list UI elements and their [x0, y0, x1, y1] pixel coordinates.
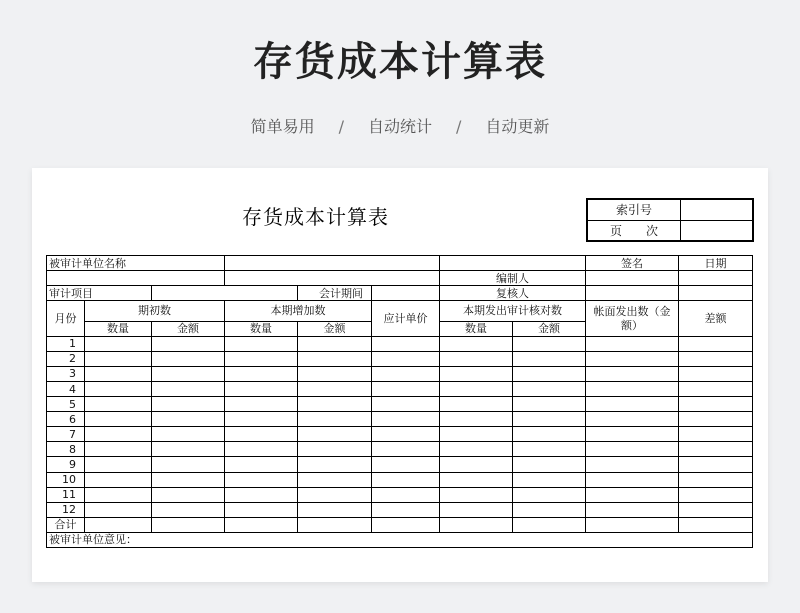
data-cell[interactable]: [679, 397, 753, 412]
preparer-label: 编制人: [440, 271, 586, 286]
data-cell[interactable]: [372, 351, 440, 366]
data-cell[interactable]: [225, 351, 298, 366]
data-cell[interactable]: [225, 517, 298, 532]
table-row: [47, 457, 753, 472]
data-cell[interactable]: [440, 397, 513, 412]
data-cell[interactable]: [372, 472, 440, 487]
qty-header: 数量: [85, 321, 152, 336]
spreadsheet-preview: [32, 168, 768, 582]
data-cell[interactable]: [225, 472, 298, 487]
data-cell[interactable]: [513, 366, 586, 381]
audit-item-value[interactable]: [152, 286, 298, 301]
data-cell[interactable]: [679, 336, 753, 351]
data-cell[interactable]: [85, 382, 152, 397]
opening-header: 期初数: [85, 301, 225, 321]
data-cell[interactable]: [298, 351, 372, 366]
month-number: 2: [47, 351, 85, 366]
data-cell[interactable]: [225, 336, 298, 351]
data-cell[interactable]: [513, 351, 586, 366]
data-cell[interactable]: [440, 336, 513, 351]
data-cell[interactable]: [679, 457, 753, 472]
data-cell[interactable]: [679, 502, 753, 517]
amount-header: 金额: [298, 321, 372, 336]
data-cell[interactable]: [85, 336, 152, 351]
date-label: 日期: [679, 256, 753, 271]
data-cell[interactable]: [586, 382, 679, 397]
data-cell[interactable]: [513, 517, 586, 532]
data-cell[interactable]: [152, 517, 225, 532]
month-number: 1: [47, 336, 85, 351]
data-cell[interactable]: [440, 382, 513, 397]
month-number: 5: [47, 397, 85, 412]
index-box: [586, 198, 754, 242]
table-row: [47, 442, 753, 457]
table-row: [47, 412, 753, 427]
data-cell[interactable]: [152, 487, 225, 502]
document-title: 存货成本计算表: [242, 205, 389, 229]
month-number: 6: [47, 412, 85, 427]
data-cell[interactable]: [298, 472, 372, 487]
data-cell[interactable]: [586, 487, 679, 502]
data-cell[interactable]: [372, 366, 440, 381]
book-issued-header: 帐面发出数（金额）: [586, 301, 679, 337]
data-cell[interactable]: [372, 487, 440, 502]
data-cell[interactable]: [298, 457, 372, 472]
table-row: [47, 472, 753, 487]
period-value[interactable]: [372, 286, 440, 301]
month-rows: [47, 336, 753, 517]
data-cell[interactable]: [586, 502, 679, 517]
data-cell[interactable]: [152, 457, 225, 472]
month-number: 10: [47, 472, 85, 487]
data-cell[interactable]: [152, 397, 225, 412]
unit-price-header: 应计单价: [372, 301, 440, 337]
data-cell[interactable]: [372, 412, 440, 427]
data-cell[interactable]: [152, 382, 225, 397]
data-cell[interactable]: [440, 351, 513, 366]
data-cell[interactable]: [679, 487, 753, 502]
blank-cell[interactable]: [440, 256, 586, 271]
blank-cell[interactable]: [225, 271, 440, 286]
data-cell[interactable]: [152, 472, 225, 487]
data-cell[interactable]: [586, 457, 679, 472]
month-number: 7: [47, 427, 85, 442]
data-cell[interactable]: [679, 517, 753, 532]
page-title: 存货成本计算表: [253, 39, 547, 85]
data-cell[interactable]: [440, 366, 513, 381]
data-cell[interactable]: [85, 351, 152, 366]
month-number: 11: [47, 487, 85, 502]
data-cell[interactable]: [372, 457, 440, 472]
data-cell[interactable]: [298, 366, 372, 381]
data-cell[interactable]: [225, 502, 298, 517]
data-cell[interactable]: [679, 351, 753, 366]
inventory-cost-table: [46, 255, 753, 548]
data-cell[interactable]: [513, 382, 586, 397]
month-number: 3: [47, 366, 85, 381]
data-cell[interactable]: [440, 457, 513, 472]
sign-label: 签名: [586, 256, 679, 271]
data-cell[interactable]: [152, 427, 225, 442]
data-cell[interactable]: [372, 517, 440, 532]
auditee-opinion[interactable]: 被审计单位意见：: [47, 532, 753, 547]
data-cell[interactable]: [298, 442, 372, 457]
data-cell[interactable]: [225, 427, 298, 442]
issued-check-header: 本期发出审计核对数: [440, 301, 586, 321]
data-cell[interactable]: [372, 442, 440, 457]
amount-header: 金额: [513, 321, 586, 336]
data-cell[interactable]: [225, 442, 298, 457]
data-cell[interactable]: [225, 487, 298, 502]
data-cell[interactable]: [298, 397, 372, 412]
data-cell[interactable]: [225, 397, 298, 412]
data-cell[interactable]: [372, 382, 440, 397]
data-cell[interactable]: [513, 336, 586, 351]
data-cell[interactable]: [298, 502, 372, 517]
data-cell[interactable]: [152, 336, 225, 351]
difference-header: 差额: [679, 301, 753, 337]
period-label: 会计期间: [298, 286, 372, 301]
auditee-name-label: 被审计单位名称: [47, 256, 225, 271]
data-cell[interactable]: [152, 351, 225, 366]
data-cell[interactable]: [440, 487, 513, 502]
data-cell[interactable]: [679, 366, 753, 381]
table-row: [47, 366, 753, 381]
data-cell[interactable]: [586, 427, 679, 442]
data-cell[interactable]: [298, 517, 372, 532]
data-cell[interactable]: [298, 427, 372, 442]
reviewer-label: 复核人: [440, 286, 586, 301]
amount-header: 金额: [152, 321, 225, 336]
table-row: [47, 382, 753, 397]
month-number: 8: [47, 442, 85, 457]
data-cell[interactable]: [372, 397, 440, 412]
data-cell[interactable]: [298, 487, 372, 502]
data-cell[interactable]: [513, 397, 586, 412]
table-row: [47, 427, 753, 442]
table-row: [47, 351, 753, 366]
data-cell[interactable]: [85, 472, 152, 487]
data-cell[interactable]: [85, 487, 152, 502]
data-cell[interactable]: [586, 336, 679, 351]
blank-cell[interactable]: [47, 271, 225, 286]
data-cell[interactable]: [513, 502, 586, 517]
data-cell[interactable]: [513, 442, 586, 457]
data-cell[interactable]: [679, 427, 753, 442]
data-cell[interactable]: [586, 366, 679, 381]
data-cell[interactable]: [440, 442, 513, 457]
data-cell[interactable]: [513, 472, 586, 487]
month-number: 4: [47, 382, 85, 397]
qty-header: 数量: [440, 321, 513, 336]
data-cell[interactable]: [679, 472, 753, 487]
data-cell[interactable]: [298, 382, 372, 397]
data-cell[interactable]: [152, 442, 225, 457]
auditee-name-value[interactable]: [225, 256, 440, 271]
data-cell[interactable]: [372, 336, 440, 351]
table-row: [47, 336, 753, 351]
index-value-cell[interactable]: [681, 200, 753, 221]
month-header: 月份: [47, 301, 85, 337]
data-cell[interactable]: [586, 442, 679, 457]
data-cell[interactable]: [372, 502, 440, 517]
reviewer-date-cell[interactable]: [679, 286, 753, 301]
data-cell[interactable]: [586, 472, 679, 487]
data-cell[interactable]: [85, 457, 152, 472]
data-cell[interactable]: [513, 412, 586, 427]
preparer-date-cell[interactable]: [679, 271, 753, 286]
data-cell[interactable]: [440, 502, 513, 517]
month-number: 9: [47, 457, 85, 472]
page-value-cell[interactable]: [681, 220, 753, 241]
preparer-sign-cell[interactable]: [586, 271, 679, 286]
table-row: [47, 502, 753, 517]
data-cell[interactable]: [440, 412, 513, 427]
month-number: 12: [47, 502, 85, 517]
data-cell[interactable]: [440, 427, 513, 442]
table-row: [47, 487, 753, 502]
data-cell[interactable]: [679, 412, 753, 427]
reviewer-sign-cell[interactable]: [586, 286, 679, 301]
page-label: 页 次: [588, 220, 681, 241]
data-cell[interactable]: [298, 412, 372, 427]
data-cell[interactable]: [679, 382, 753, 397]
data-cell[interactable]: [513, 487, 586, 502]
increase-header: 本期增加数: [225, 301, 372, 321]
data-cell[interactable]: [586, 517, 679, 532]
separator: /: [338, 117, 344, 136]
data-cell[interactable]: [513, 427, 586, 442]
data-cell[interactable]: [225, 412, 298, 427]
data-cell[interactable]: [85, 366, 152, 381]
data-cell[interactable]: [85, 397, 152, 412]
data-cell[interactable]: [586, 412, 679, 427]
data-cell[interactable]: [152, 412, 225, 427]
data-cell[interactable]: [152, 366, 225, 381]
data-cell[interactable]: [586, 351, 679, 366]
audit-item-label: 审计项目: [47, 286, 152, 301]
tag-auto-stat: 自动统计: [367, 117, 432, 136]
data-cell[interactable]: [225, 457, 298, 472]
data-cell[interactable]: [85, 502, 152, 517]
data-cell[interactable]: [152, 502, 225, 517]
data-cell[interactable]: [85, 517, 152, 532]
feature-tagline: [0, 114, 800, 137]
qty-header: 数量: [225, 321, 298, 336]
data-cell[interactable]: [85, 427, 152, 442]
index-label: 索引号: [588, 200, 681, 221]
data-cell[interactable]: [440, 517, 513, 532]
separator: /: [456, 117, 462, 136]
data-cell[interactable]: [440, 472, 513, 487]
tag-easy: 简单易用: [250, 117, 315, 136]
data-cell[interactable]: [85, 412, 152, 427]
data-cell[interactable]: [225, 382, 298, 397]
data-cell[interactable]: [513, 457, 586, 472]
total-label: 合计: [47, 517, 85, 532]
tag-auto-update: 自动更新: [485, 117, 550, 136]
table-row: [47, 397, 753, 412]
data-cell[interactable]: [372, 427, 440, 442]
data-cell[interactable]: [679, 442, 753, 457]
data-cell[interactable]: [225, 366, 298, 381]
data-cell[interactable]: [85, 442, 152, 457]
data-cell[interactable]: [586, 397, 679, 412]
data-cell[interactable]: [298, 336, 372, 351]
